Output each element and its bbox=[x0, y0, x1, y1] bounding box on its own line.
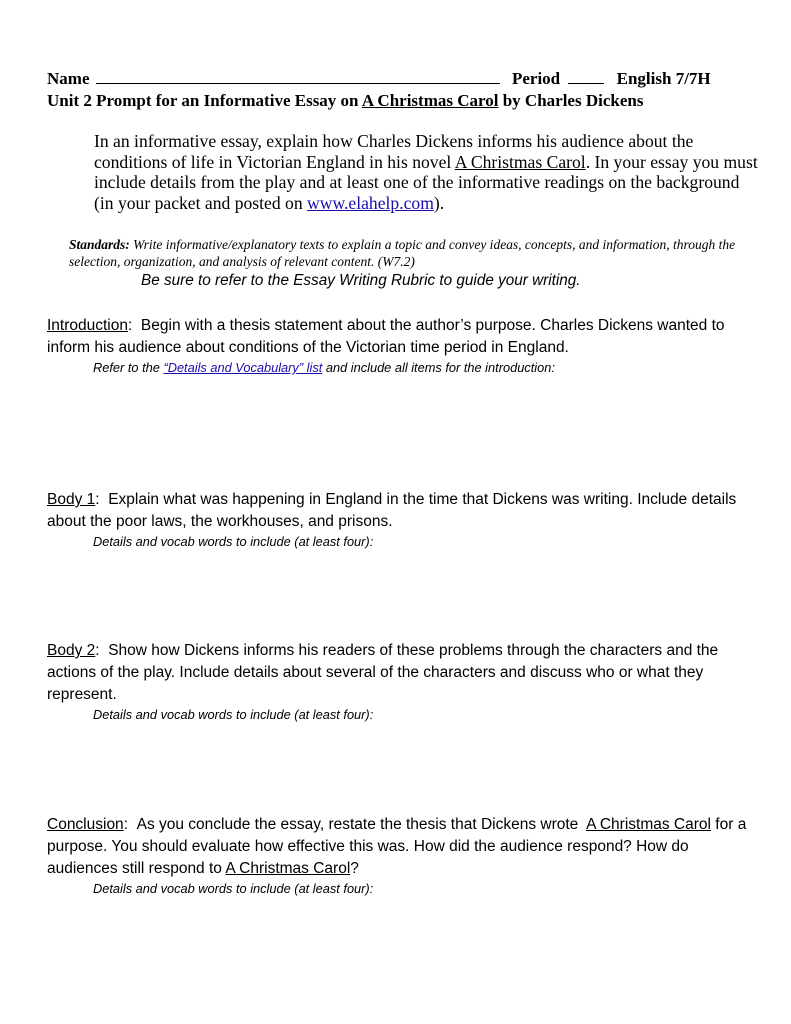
document-header bbox=[47, 68, 767, 112]
class-label: English 7/7H bbox=[616, 69, 711, 88]
elahelp-link[interactable]: www.elahelp.com bbox=[307, 192, 434, 213]
body-2-heading: Body 2 bbox=[47, 642, 96, 659]
essay-prompt bbox=[94, 131, 759, 213]
conclusion-text-2: for a purpose. You should evaluate how effective this was. How did the audience respond? How do audiences still respond to bbox=[47, 816, 747, 877]
section-body-1: Body 1: Explain what was happening in England in the time that Dickens was writing. Include details about the poor laws, the workhouses, and prisons. Details and vocab words to include (at least four): bbox=[47, 489, 747, 551]
introduction-text: Begin with a thesis statement about the author’s purpose. Charles Dickens wanted to inform his audience about conditions of the Victorian time period in England. bbox=[47, 317, 725, 356]
standards-label: Standards: bbox=[69, 237, 130, 252]
rubric-note: Be sure to refer to the Essay Writing Rubric to guide your writing. bbox=[141, 272, 581, 289]
conclusion-text-1: As you conclude the essay, restate the thesis that Dickens wrote bbox=[136, 816, 579, 833]
title-book: A Christmas Carol bbox=[361, 91, 499, 110]
conclusion-text-3: ? bbox=[350, 860, 359, 877]
section-body-2: Body 2: Show how Dickens informs his readers of these problems through the characters and the actions of the play. Include details about several of the characters and discuss who or what they represent. Details and vocab words to include (at least four): bbox=[47, 640, 747, 724]
prompt-book-title: A Christmas Carol bbox=[454, 151, 586, 172]
assignment-title bbox=[47, 90, 767, 112]
intro-sub-suffix: and include all items for the introduction: bbox=[325, 360, 555, 375]
standards-block bbox=[69, 236, 749, 270]
conclusion-book-title-1: A Christmas Carol bbox=[586, 816, 711, 833]
introduction-heading: Introduction bbox=[47, 317, 128, 334]
name-period-line bbox=[47, 68, 767, 90]
standards-text: Write informative/explanatory texts to explain a topic and convey ideas, concepts, and information, through the selection, organization, and analysis of relevant content. (W7.2) bbox=[69, 237, 736, 269]
title-suffix: by Charles Dickens bbox=[502, 91, 644, 110]
conclusion-subnote: Details and vocab words to include (at least four): bbox=[93, 881, 374, 896]
introduction-subnote bbox=[93, 359, 747, 377]
prompt-text-2: . In your essay you must include details from the play and at least one of the informative readings on the background (in your packet and posted on bbox=[94, 151, 758, 213]
name-label: Name bbox=[47, 69, 90, 88]
body-2-subnote: Details and vocab words to include (at least four): bbox=[93, 707, 374, 722]
details-vocabulary-link[interactable]: “Details and Vocabulary” list bbox=[163, 360, 323, 375]
prompt-text-1: In an informative essay, explain how Charles Dickens informs his audience about the conditions of life in Victorian England in his novel bbox=[94, 131, 694, 172]
period-blank[interactable] bbox=[568, 69, 604, 84]
prompt-text-3: ). bbox=[433, 192, 445, 213]
conclusion-book-title-2: A Christmas Carol bbox=[225, 860, 351, 877]
body-1-heading: Body 1 bbox=[47, 491, 96, 508]
section-conclusion: Conclusion: As you conclude the essay, restate the thesis that Dickens wrote A Christmas Carol for a purpose. You should evaluate how effective this was. How did the audience respond? How do audiences still respond to A Christmas Carol? Details and vocab words to include (at least four): bbox=[47, 816, 747, 896]
title-prefix: Unit 2 Prompt for an Informative Essay on bbox=[47, 91, 359, 110]
body-1-subnote: Details and vocab words to include (at least four): bbox=[93, 534, 374, 549]
name-blank[interactable] bbox=[96, 69, 500, 84]
conclusion-heading: Conclusion bbox=[47, 816, 124, 833]
body-2-text: Show how Dickens informs his readers of these problems through the characters and the actions of the play. Include details about several of the characters and discuss who or what they represent. bbox=[47, 642, 719, 703]
body-1-text: Explain what was happening in England in the time that Dickens was writing. Include details about the poor laws, the workhouses, and prisons. bbox=[47, 491, 737, 530]
section-introduction: Introduction: Begin with a thesis statement about the author’s purpose. Charles Dickens wanted to inform his audience about conditions of the Victorian time period in England. Refer to the “Details and Vocabulary” list and include all items for the introduction: bbox=[47, 315, 747, 377]
intro-sub-prefix: Refer to the bbox=[93, 360, 160, 375]
period-label: Period bbox=[511, 69, 561, 88]
